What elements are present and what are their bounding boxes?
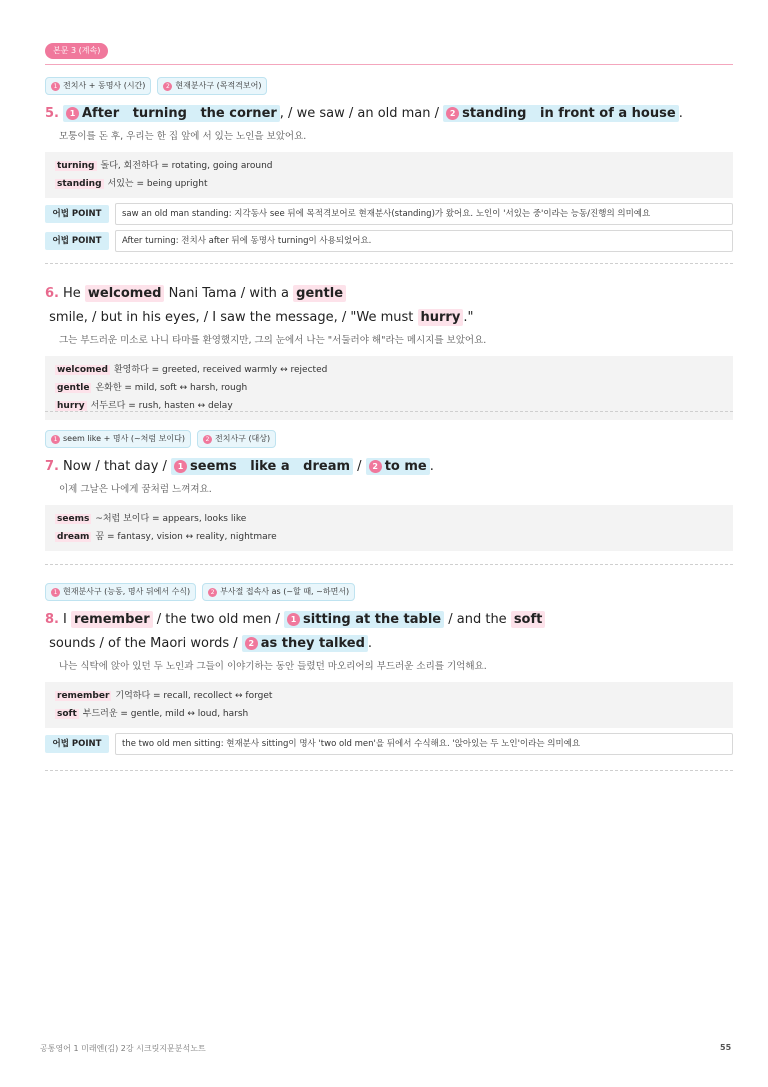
vocab-row <box>55 175 723 193</box>
grammar-point-label: 어법 POINT <box>45 232 109 250</box>
vocab-row <box>55 510 723 528</box>
vocab-def: 꿈 = fantasy, vision ↔ reality, nightmare <box>95 532 277 542</box>
highlight-word: gentle <box>293 285 346 302</box>
grammar-tags <box>45 430 733 448</box>
grammar-tag <box>197 430 276 448</box>
highlight-word: soft <box>511 611 546 628</box>
sentence-number: 8. <box>45 612 59 627</box>
sentence-text: sounds / of the Maori words / <box>45 636 242 651</box>
grammar-tag <box>202 583 355 601</box>
sentence-text: . <box>367 636 373 651</box>
vocab-box <box>45 682 733 728</box>
grammar-point <box>45 733 733 755</box>
vocab-def: 환영하다 = greeted, received warmly ↔ rejected <box>113 365 328 375</box>
vocab-def: 서두르다 = rush, hasten ↔ delay <box>90 401 233 411</box>
vocab-word: remember <box>57 691 110 701</box>
vocab-word: dream <box>57 532 90 542</box>
translation: 모퉁이를 돈 후, 우리는 한 집 앞에 서 있는 노인을 보았어요. <box>59 131 307 142</box>
highlight-phrase <box>171 458 353 475</box>
grammar-point-label: 어법 POINT <box>45 735 109 753</box>
number-badge: 1 <box>51 82 60 91</box>
highlight-phrase <box>63 105 280 122</box>
number-badge: 1 <box>51 588 60 597</box>
vocab-row <box>55 361 723 379</box>
dashed-divider <box>45 770 733 771</box>
number-badge: 1 <box>287 613 300 626</box>
grammar-point <box>45 230 733 252</box>
vocab-word: welcomed <box>57 365 108 375</box>
grammar-tag-label: 현재분사구 (목적격보어) <box>175 81 262 90</box>
grammar-tag <box>45 430 191 448</box>
number-badge: 1 <box>51 435 60 444</box>
vocab-word: soft <box>57 709 77 719</box>
grammar-tag-label: 부사절 접속사 as (~할 때, ~하면서) <box>220 587 350 596</box>
highlight-phrase <box>443 105 679 122</box>
phrase-text: seems like a dream <box>190 459 351 474</box>
sentence <box>45 608 733 656</box>
translation: 그는 부드러운 미소로 나니 타마를 환영했지만, 그의 눈에서 나는 "서둘러야 해"라는 메시지를 보았어요. <box>59 335 487 346</box>
dashed-divider <box>45 564 733 565</box>
grammar-point-text: After turning: 전치사 after 뒤에 동명사 turning이 사용되었어요. <box>115 230 733 252</box>
sentence-text: . <box>678 106 683 121</box>
sentence-block-6 <box>45 282 733 420</box>
vocab-word: gentle <box>57 383 90 393</box>
section-tag: 본문 3 (계속) <box>45 43 108 59</box>
vocab-box <box>45 152 733 198</box>
number-badge: 1 <box>66 107 79 120</box>
sentence-text: He <box>62 286 85 301</box>
grammar-tag-label: 전치사구 (대상) <box>214 434 271 443</box>
vocab-def: 돌다, 회전하다 = rotating, going around <box>100 161 273 171</box>
number-badge: 2 <box>446 107 459 120</box>
vocab-row <box>55 379 723 397</box>
vocab-row <box>55 687 723 705</box>
footer-title: 공통영어 1 미래엔(김) 2강 시크릿지문분석노트 <box>40 1044 206 1053</box>
grammar-tag-label: 현재분사구 (능동, 명사 뒤에서 수식) <box>63 587 191 596</box>
grammar-tag-label: seem like + 명사 (~처럼 보이다) <box>63 434 185 443</box>
vocab-def: 온화한 = mild, soft ↔ harsh, rough <box>95 383 248 393</box>
vocab-word: hurry <box>57 401 85 411</box>
page <box>45 0 733 1087</box>
translation: 이제 그날은 나에게 꿈처럼 느껴져요. <box>59 484 212 495</box>
vocab-word: turning <box>57 161 95 171</box>
highlight-word: remember <box>71 611 153 628</box>
phrase-text: After turning the corner <box>81 106 277 121</box>
sentence <box>45 455 733 479</box>
vocab-row <box>55 528 723 546</box>
highlight-word: hurry <box>418 309 464 326</box>
vocab-def: ~처럼 보이다 = appears, looks like <box>95 514 247 524</box>
sentence-text: I <box>62 612 71 627</box>
sentence-text: Nani Tama / with a <box>164 286 294 301</box>
vocab-row <box>55 705 723 723</box>
sentence-text: Now / that day / <box>62 459 172 474</box>
vocab-box <box>45 505 733 551</box>
grammar-point-text: saw an old man standing: 지각동사 see 뒤에 목적격보어로 현재분사(standing)가 왔어요. 노인이 '서있는 중'이라는 능동/진행의 의미예요 <box>115 203 733 225</box>
vocab-word: seems <box>57 514 90 524</box>
vocab-def: 부드러운 = gentle, mild ↔ loud, harsh <box>82 709 249 719</box>
sentence-text: , / we saw / an old man / <box>279 106 444 121</box>
highlight-phrase <box>366 458 430 475</box>
grammar-point <box>45 203 733 225</box>
highlight-word: welcomed <box>85 285 165 302</box>
sentence-text: / <box>353 459 366 474</box>
sentence-number: 7. <box>45 459 59 474</box>
sentence-number: 5. <box>45 106 59 121</box>
vocab-word: standing <box>57 179 102 189</box>
grammar-tag-label: 전치사 + 동명사 (시간) <box>63 81 146 90</box>
vocab-row <box>55 397 723 415</box>
phrase-text: as they talked <box>260 636 365 651</box>
section-rule <box>45 64 733 65</box>
grammar-tag <box>157 77 267 95</box>
sentence-text: . <box>429 459 434 474</box>
phrase-text: sitting at the table <box>303 612 442 627</box>
number-badge: 2 <box>203 435 212 444</box>
sentence-text: ." <box>463 310 474 325</box>
sentence-text: smile, / but in his eyes, / I saw the message, / "We must <box>45 310 418 325</box>
translation: 나는 식탁에 앉아 있던 두 노인과 그들이 이야기하는 동안 들렸던 마오리어의 부드러운 소리를 기억해요. <box>59 661 487 672</box>
sentence-number: 6. <box>45 286 59 301</box>
number-badge: 1 <box>174 460 187 473</box>
sentence-block-8 <box>45 583 733 755</box>
grammar-tags <box>45 77 733 95</box>
sentence <box>45 282 733 330</box>
grammar-point-label: 어법 POINT <box>45 205 109 223</box>
number-badge: 2 <box>369 460 382 473</box>
sentence-text: / and the <box>444 612 511 627</box>
sentence-block-7 <box>45 430 733 551</box>
vocab-row <box>55 157 723 175</box>
dashed-divider <box>45 411 733 412</box>
page-number: 55 <box>720 1043 732 1052</box>
grammar-tags <box>45 583 733 601</box>
grammar-point-text: the two old men sitting: 현재분사 sitting이 명사 'two old men'을 뒤에서 수식해요. '앉아있는 두 노인'이라는 의미예요 <box>115 733 733 755</box>
vocab-def: 서있는 = being upright <box>107 179 208 189</box>
highlight-phrase <box>242 635 368 652</box>
phrase-text: standing in front of a house <box>462 106 676 121</box>
sentence-text: / the two old men / <box>152 612 285 627</box>
number-badge: 2 <box>163 82 172 91</box>
vocab-def: 기억하다 = recall, recollect ↔ forget <box>115 691 273 701</box>
grammar-tag <box>45 77 151 95</box>
grammar-tag <box>45 583 196 601</box>
sentence <box>45 102 733 126</box>
sentence-block-5 <box>45 77 733 252</box>
dashed-divider <box>45 263 733 264</box>
highlight-phrase <box>284 611 444 628</box>
number-badge: 2 <box>208 588 217 597</box>
phrase-text: to me <box>384 459 427 474</box>
number-badge: 2 <box>245 637 258 650</box>
